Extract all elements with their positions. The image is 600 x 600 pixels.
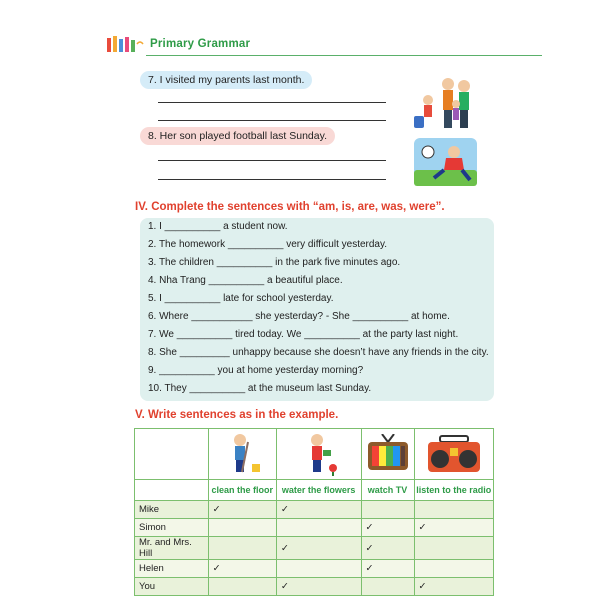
family-travel-icon — [410, 74, 476, 134]
check-cell[interactable] — [208, 501, 276, 519]
pencils-logo-icon — [106, 34, 144, 56]
table-image-cell — [208, 429, 276, 480]
radio-icon — [426, 434, 482, 474]
check-mark-icon: ✓ — [212, 563, 221, 574]
boy-watering-flowers-icon — [299, 432, 339, 476]
table-row — [135, 578, 494, 596]
table-image-cell — [414, 429, 494, 480]
check-cell[interactable] — [361, 537, 414, 560]
header-title: Primary Grammar — [150, 38, 251, 50]
check-cell[interactable] — [276, 519, 361, 537]
row-name: Mike — [135, 501, 209, 519]
boy-mopping-icon — [222, 432, 262, 476]
check-cell[interactable] — [414, 578, 494, 596]
table-row — [135, 519, 494, 537]
row-name: You — [135, 578, 209, 596]
table-image-cell — [276, 429, 361, 480]
column-header: listen to the radio — [414, 480, 494, 501]
check-cell[interactable] — [414, 537, 494, 560]
table-row — [135, 537, 494, 560]
check-cell[interactable] — [276, 578, 361, 596]
check-cell[interactable] — [361, 578, 414, 596]
exercise-sentence: 9. __________ you at home yesterday morning? — [148, 365, 364, 376]
exercise-item-7: 7. I visited my parents last month. — [140, 71, 312, 89]
exercise-sentence: 5. I __________ late for school yesterday. — [148, 293, 334, 304]
check-cell[interactable] — [208, 560, 276, 578]
table-row — [135, 560, 494, 578]
row-name: Simon — [135, 519, 209, 537]
television-icon — [366, 434, 410, 474]
check-mark-icon: ✓ — [280, 581, 289, 592]
exercise-item-8: 8. Her son played football last Sunday. — [140, 127, 335, 145]
check-mark-icon: ✓ — [365, 563, 374, 574]
check-cell[interactable] — [276, 560, 361, 578]
answer-line[interactable] — [158, 179, 386, 180]
exercise-sentence: 7. We __________ tired today. We __________ at the party last night. — [148, 329, 459, 340]
section-title-iv: IV. Complete the sentences with “am, is, are, was, were”. — [135, 201, 445, 213]
check-cell[interactable] — [414, 519, 494, 537]
check-mark-icon: ✓ — [212, 504, 221, 515]
table-image-row — [135, 429, 494, 480]
check-cell[interactable] — [208, 519, 276, 537]
column-header: watch TV — [361, 480, 414, 501]
check-cell[interactable] — [276, 537, 361, 560]
activity-table — [134, 428, 494, 596]
answer-line[interactable] — [158, 102, 386, 103]
exercise-sentence: 6. Where ___________ she yesterday? - She __________ at home. — [148, 311, 450, 322]
check-cell[interactable] — [361, 519, 414, 537]
page-header — [106, 34, 542, 58]
answer-line[interactable] — [158, 160, 386, 161]
check-mark-icon: ✓ — [365, 542, 374, 554]
check-mark-icon: ✓ — [418, 522, 427, 533]
exercise-sentence: 2. The homework __________ very difficult yesterday. — [148, 239, 388, 250]
exercise-panel — [140, 218, 494, 401]
check-cell[interactable] — [361, 501, 414, 519]
row-name: Mr. and Mrs. Hill — [135, 537, 209, 560]
table-header-row — [135, 480, 494, 501]
table-image-cell — [361, 429, 414, 480]
exercise-sentence: 8. She _________ unhappy because she doesn’t have any friends in the city. — [148, 347, 489, 358]
check-cell[interactable] — [414, 560, 494, 578]
exercise-sentence: 4. Nha Trang __________ a beautiful place. — [148, 275, 343, 286]
check-cell[interactable] — [361, 560, 414, 578]
check-cell[interactable] — [276, 501, 361, 519]
section-title-v: V. Write sentences as in the example. — [135, 409, 339, 421]
header-divider — [146, 55, 542, 56]
check-cell[interactable] — [414, 501, 494, 519]
table-row — [135, 501, 494, 519]
column-header: water the flowers — [276, 480, 361, 501]
check-cell[interactable] — [208, 578, 276, 596]
check-mark-icon: ✓ — [418, 581, 427, 592]
exercise-sentence: 1. I __________ a student now. — [148, 221, 288, 232]
row-name: Helen — [135, 560, 209, 578]
exercise-sentence: 10. They __________ at the museum last Sunday. — [148, 383, 372, 394]
check-mark-icon: ✓ — [365, 522, 374, 533]
check-cell[interactable] — [208, 537, 276, 560]
column-header: clean the floor — [208, 480, 276, 501]
check-mark-icon: ✓ — [280, 504, 289, 515]
answer-line[interactable] — [158, 120, 386, 121]
table-header-blank — [135, 480, 209, 501]
boy-kicking-football-icon — [414, 138, 477, 186]
table-corner-cell — [135, 429, 209, 480]
exercise-sentence: 3. The children __________ in the park five minutes ago. — [148, 257, 401, 268]
check-mark-icon: ✓ — [280, 542, 289, 554]
